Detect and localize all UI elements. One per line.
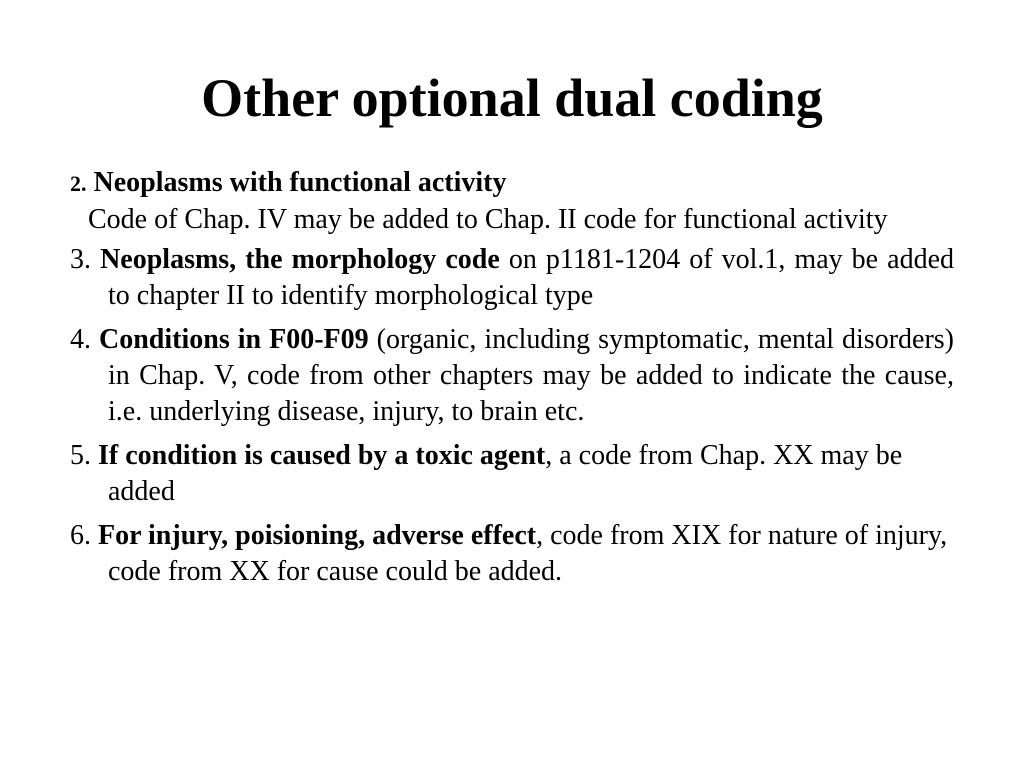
list-item-bold-text: For injury, poisioning, adverse effect xyxy=(98,520,537,551)
list-item-text: , a code from Chap. XX may be added xyxy=(108,440,903,507)
list-item-text: , code from XIX for nature of injury, code from XX for cause could be added. xyxy=(108,520,948,587)
list-item-2-description: Code of Chap. IV may be added to Chap. II code for functional activity xyxy=(88,204,888,235)
list-item-number: 6. xyxy=(70,520,91,551)
list-item-bold-text: If condition is caused by a toxic agent xyxy=(98,440,546,471)
slide-title: Other optional dual coding xyxy=(201,68,823,128)
list-item-text: (organic, including symptomatic, mental disorders) in Chap. V, code from other chapters may be added to indicate the cause, i.e. underlying disease, injury, to brain etc. xyxy=(108,324,955,427)
list-item-6 xyxy=(70,518,954,590)
list-item-4 xyxy=(70,322,954,430)
list-item-bold-text: Neoplasms, the morphology code xyxy=(100,244,500,275)
list-item-2 xyxy=(70,165,954,238)
list-item-text: on p1181-1204 of vol.1, may be added to chapter II to identify morphological type xyxy=(108,244,955,311)
list-item-5 xyxy=(70,438,954,510)
list-item-number: 3. xyxy=(70,244,91,275)
slide-body xyxy=(70,165,954,598)
list-item-number: 5. xyxy=(70,440,91,471)
list-item-bold-text: Conditions in F00-F09 xyxy=(99,324,369,355)
list-item-heading: Neoplasms with functional activity xyxy=(93,167,507,198)
list-item-2-heading-line xyxy=(70,165,954,202)
list-item-3 xyxy=(70,242,954,314)
list-item-number: 2. xyxy=(70,171,87,196)
list-item-number: 4. xyxy=(70,324,91,355)
